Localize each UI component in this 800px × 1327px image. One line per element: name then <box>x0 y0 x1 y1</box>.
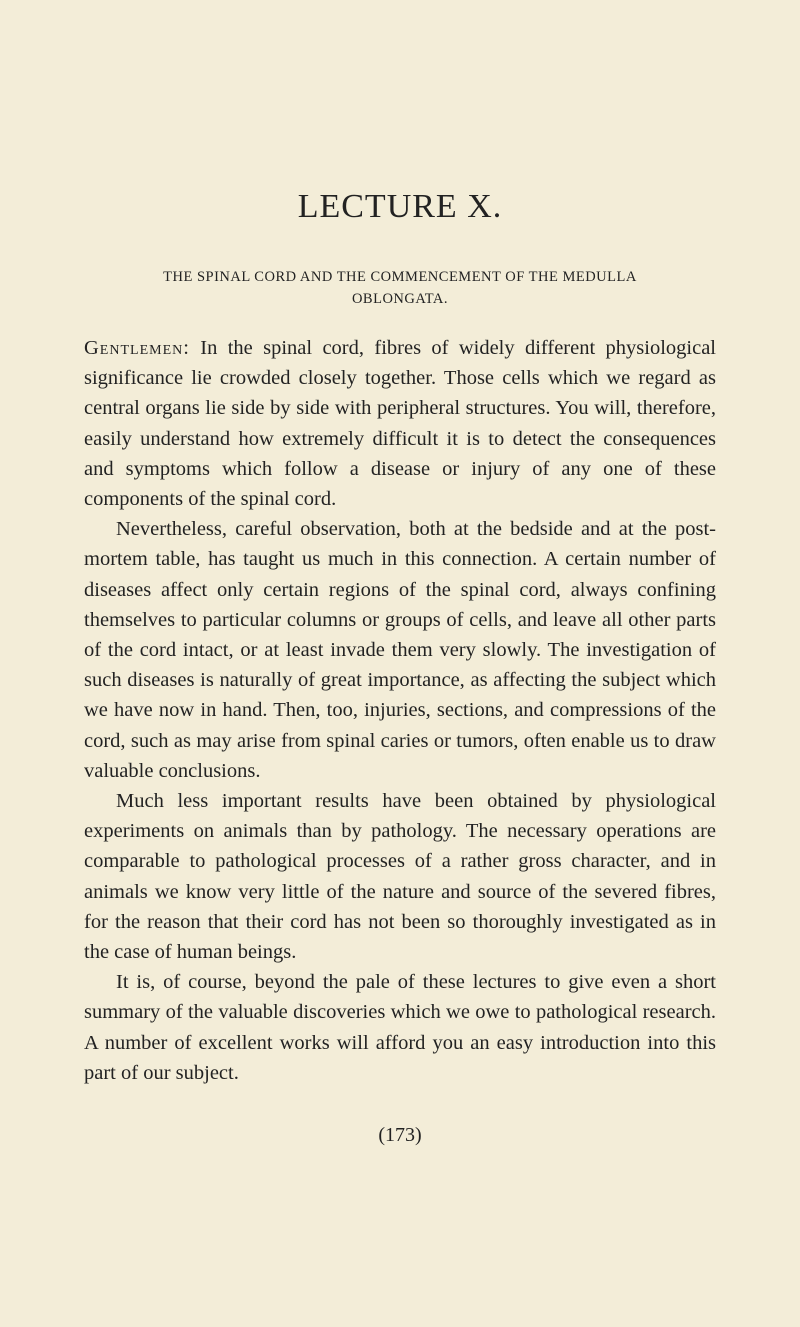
salutation: Gentlemen: <box>84 337 190 359</box>
subtitle-line-1: THE SPINAL CORD AND THE COMMENCEMENT OF THE MEDULLA <box>163 269 637 285</box>
lecture-subtitle <box>0 266 800 310</box>
paragraph-1 <box>84 333 716 514</box>
paragraph-2: Nevertheless, careful observation, both at the bedside and at the post-mortem table, has taught us much in this connection. A certain number of diseases affect only certain regions of the spinal cord, always confining themselves to particular columns or groups of cells, and leave all other parts of the cord intact, or at least invade them very slowly. The investigation of such diseases is naturally of great importance, as affecting the subject which we have now in hand. Then, too, injuries, sections, and compressions of the cord, such as may arise from spinal caries or tumors, often enable us to draw valuable conclusions. <box>84 518 716 782</box>
body-text <box>84 333 716 1088</box>
paragraph-1-text: In the spinal cord, fibres of widely different physiological significance lie crowded closely together. Those cells which we regard as central organs lie side by side with peripheral structures. You will, therefore, easily understand how extremely difficult it is to detect the consequences and symptoms which follow a disease or injury of any one of these components of the spinal cord. <box>84 337 716 511</box>
subtitle-line-2: OBLONGATA. <box>351 291 449 307</box>
paragraph-3: Much less important results have been obtained by physiological experiments on animals than by pathology. The necessary operations are comparable to pathological processes of a rather gross character, and in animals we know very little of the nature and source of the severed fibres, for the reason that their cord has not been so thoroughly investigated as in the case of human beings. <box>84 790 716 964</box>
paragraph-4: It is, of course, beyond the pale of these lectures to give even a short summary of the valuable discoveries which we owe to pathological research. A number of excellent works will afford you an easy introduction into this part of our subject. <box>84 971 716 1084</box>
lecture-title: LECTURE X. <box>297 188 503 225</box>
page-number: (173) <box>378 1124 422 1146</box>
